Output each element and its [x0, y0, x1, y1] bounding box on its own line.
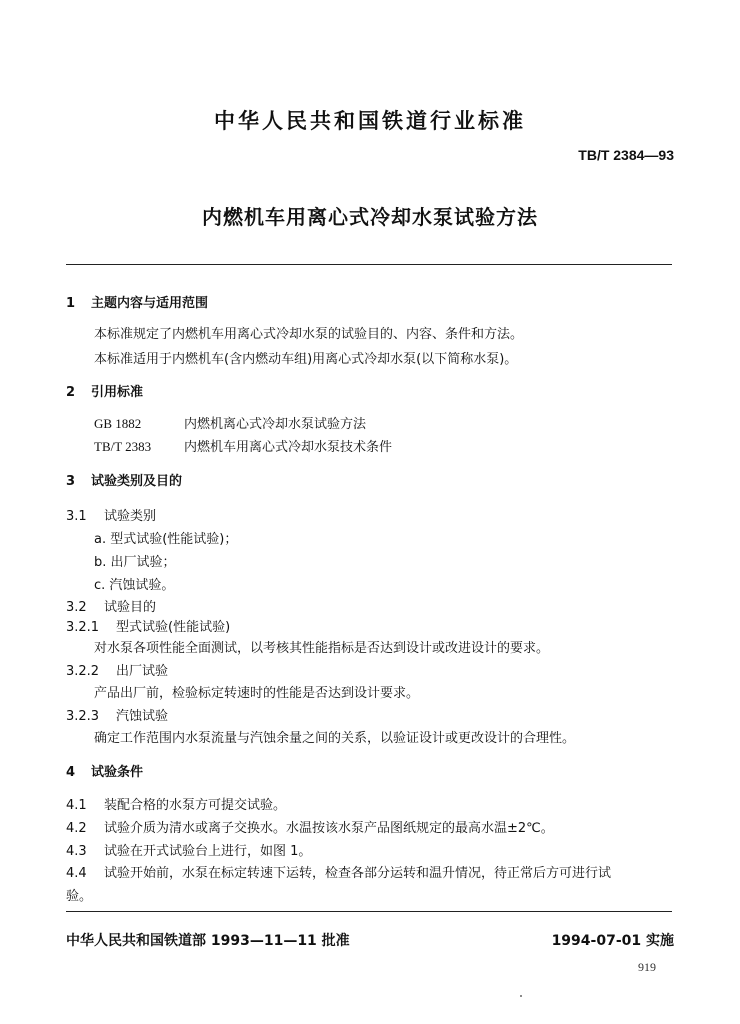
section-1-heading: [66, 292, 208, 311]
reference-name: 内燃机离心式冷却水泵试验方法: [184, 417, 367, 432]
paragraph: 产品出厂前，检验标定转速时的性能是否达到设计要求。: [94, 686, 420, 701]
paragraph: 确定工作范围内水泵流量与汽蚀余量之间的关系，以验证设计或更改设计的合理性。: [94, 731, 576, 746]
effective-date: 1994-07-01 实施: [551, 933, 674, 949]
standard-number: TB/T 2384—93: [578, 147, 674, 163]
clause-4-3: [66, 840, 311, 859]
reference-code: GB 1882: [94, 416, 142, 431]
subsection-3-1: [66, 505, 156, 524]
section-number: 4: [66, 765, 76, 780]
section-2-heading: [66, 381, 143, 400]
clause-4-2: [66, 817, 554, 836]
subsection-title: 型式试验(性能试验): [116, 620, 231, 635]
clause-4-1: [66, 794, 286, 813]
section-number: 1: [66, 296, 76, 311]
footer-divider: [66, 911, 672, 912]
paragraph: 对水泵各项性能全面测试，以考核其性能指标是否达到设计或改进设计的要求。: [94, 641, 550, 656]
reference-row: [94, 436, 392, 455]
clause-text: 试验介质为清水或离子交换水。水温按该水泵产品图纸规定的最高水温±2℃。: [104, 821, 554, 836]
section-title: 试验条件: [91, 765, 144, 780]
list-item: a. 型式试验(性能试验)；: [94, 532, 238, 547]
clause-text: 试验在开式试验台上进行，如图 1。: [104, 844, 312, 859]
subsection-title: 试验目的: [104, 600, 157, 615]
subsection-3-2-2: [66, 660, 168, 679]
clause-4-4-continuation: 验。: [66, 889, 93, 904]
section-title: 引用标准: [91, 385, 144, 400]
reference-name: 内燃机车用离心式冷却水泵技术条件: [184, 440, 393, 455]
list-item: b. 出厂试验；: [94, 555, 176, 570]
clause-number: 4.3: [66, 844, 87, 859]
subsection-number: 3.1: [66, 509, 87, 524]
clause-text: 装配合格的水泵方可提交试验。: [104, 798, 287, 813]
list-item: c. 汽蚀试验。: [94, 578, 175, 593]
subsection-number: 3.2: [66, 600, 87, 615]
subsection-3-2-1: [66, 616, 230, 635]
subsection-3-2-3: [66, 705, 168, 724]
paragraph: 本标准适用于内燃机车(含内燃动车组)用离心式冷却水泵(以下简称水泵)。: [94, 352, 518, 367]
section-title: 试验类别及目的: [91, 474, 183, 489]
subsection-number: 3.2.1: [66, 620, 100, 635]
subsection-number: 3.2.3: [66, 709, 100, 724]
clause-number: 4.1: [66, 798, 87, 813]
subsection-title: 汽蚀试验: [116, 709, 169, 724]
subsection-title: 出厂试验: [116, 664, 169, 679]
org-title: 中华人民共和国铁道行业标准: [214, 109, 526, 133]
section-number: 2: [66, 385, 76, 400]
section-3-heading: [66, 470, 182, 489]
paragraph: 本标准规定了内燃机车用离心式冷却水泵的试验目的、内容、条件和方法。: [94, 327, 524, 342]
approval-line: 中华人民共和国铁道部 1993—11—11 批准: [66, 933, 350, 949]
section-number: 3: [66, 474, 76, 489]
reference-row: [94, 413, 366, 432]
subsection-3-2: [66, 596, 156, 615]
title-divider: [66, 264, 672, 265]
subsection-title: 试验类别: [104, 509, 157, 524]
subsection-number: 3.2.2: [66, 664, 100, 679]
scan-speck: [520, 995, 522, 997]
section-4-heading: [66, 761, 143, 780]
clause-number: 4.2: [66, 821, 87, 836]
clause-number: 4.4: [66, 866, 87, 881]
clause-4-4: [66, 862, 611, 881]
reference-code: TB/T 2383: [94, 439, 152, 454]
clause-text: 试验开始前，水泵在标定转速下运转，检查各部分运转和温升情况，待正常后方可进行试: [104, 866, 612, 881]
page-number: 919: [638, 960, 656, 974]
section-title: 主题内容与适用范围: [91, 296, 209, 311]
document-title: 内燃机车用离心式冷却水泵试验方法: [202, 205, 538, 229]
